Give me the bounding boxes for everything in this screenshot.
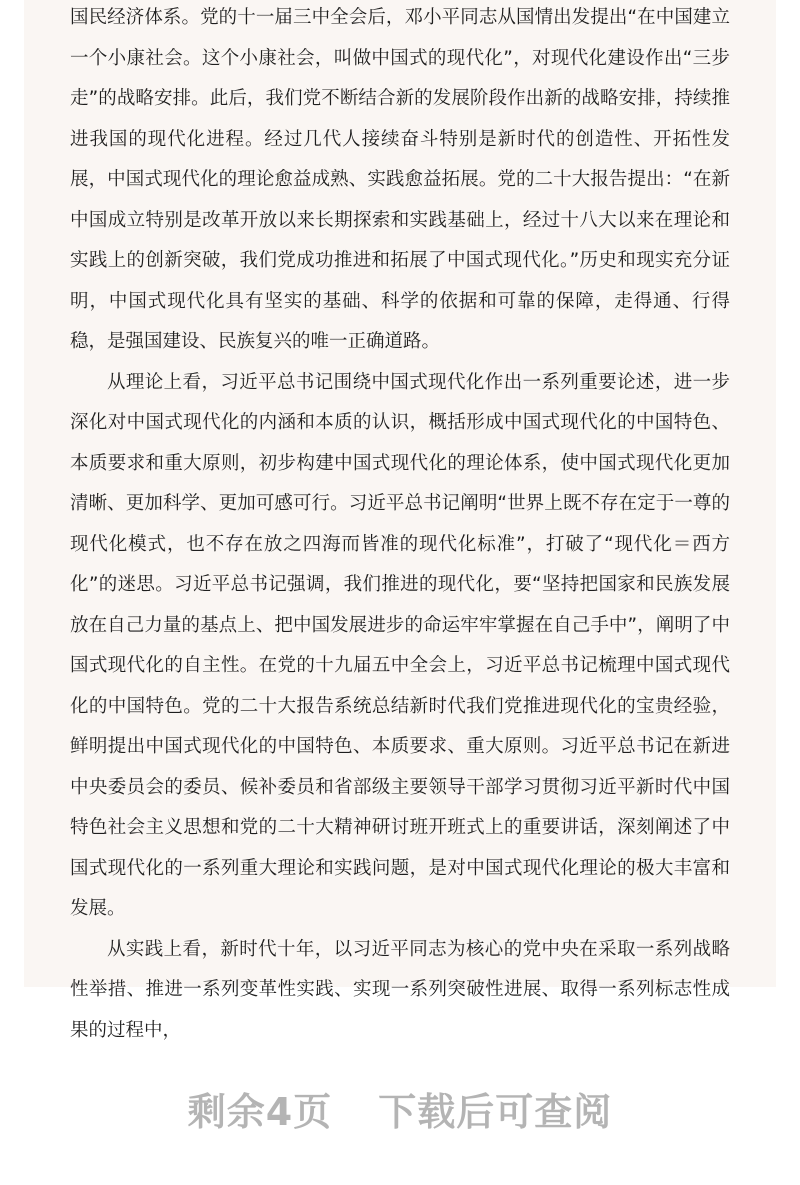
remaining-pages-label: 剩余4页: [187, 1089, 333, 1134]
document-page: [24, 0, 776, 1041]
paragraph-1: 国民经济体系。党的十一届三中全会后，邓小平同志从国情出发提出“在中国建立一个小康社会。这个小康社会，叫做中国式的现代化”，对现代化建设作出“三步走”的战略安排。此后，我们党不断结合新的发展阶段作出新的战略安排，持续推进我国的现代化进程。经过几代人接续奋斗特别是新时代的创造性、开拓性发展，中国式现代化的理论愈益成熟、实践愈益拓展。党的二十大报告提出：“在新中国成立特别是改革开放以来长期探索和实践基础上，经过十八大以来在理论和实践上的创新突破，我们党成功推进和拓展了中国式现代化。”历史和现实充分证明，中国式现代化具有坚实的基础、科学的依据和可靠的保障，走得通、行得稳，是强国建设、民族复兴的唯一正确道路。: [70, 7, 730, 352]
paragraph-3: 从实践上看，新时代十年，以习近平同志为核心的党中央在采取一系列战略性举措、推进一系列变革性实践、实现一系列突破性进展、取得一系列标志性成果的过程中，: [70, 938, 730, 1041]
paragraph-2: 从理论上看，习近平总书记围绕中国式现代化作出一系列重要论述，进一步深化对中国式现代化的内涵和本质的认识，概括形成中国式现代化的中国特色、本质要求和重大原则，初步构建中国式现代化的理论体系，使中国式现代化更加清晰、更加科学、更加可感可行。习近平总书记阐明“世界上既不存在定于一尊的现代化模式，也不存在放之四海而皆准的现代化标准”，打破了“现代化＝西方化”的迷思。习近平总书记强调，我们推进的现代化，要“坚持把国家和民族发展放在自己力量的基点上、把中国发展进步的命运牢牢掌握在自己手中”，阐明了中国式现代化的自主性。在党的十九届五中全会上，习近平总书记梳理中国式现代化的中国特色。党的二十大报告系统总结新时代我们党推进现代化的宝贵经验，鲜明提出中国式现代化的中国特色、本质要求、重大原则。习近平总书记在新进中央委员会的委员、候补委员和省部级主要领导干部学习贯彻习近平新时代中国特色社会主义思想和党的二十大精神研讨班开班式上的重要讲话，深刻阐述了中国式现代化的一系列重大理论和实践问题，是对中国式现代化理论的极大丰富和发展。: [70, 371, 730, 919]
document-body: [70, 0, 730, 1051]
download-hint-label: 下载后可查阅: [378, 1089, 613, 1134]
remaining-pages-banner[interactable]: [0, 1078, 800, 1138]
